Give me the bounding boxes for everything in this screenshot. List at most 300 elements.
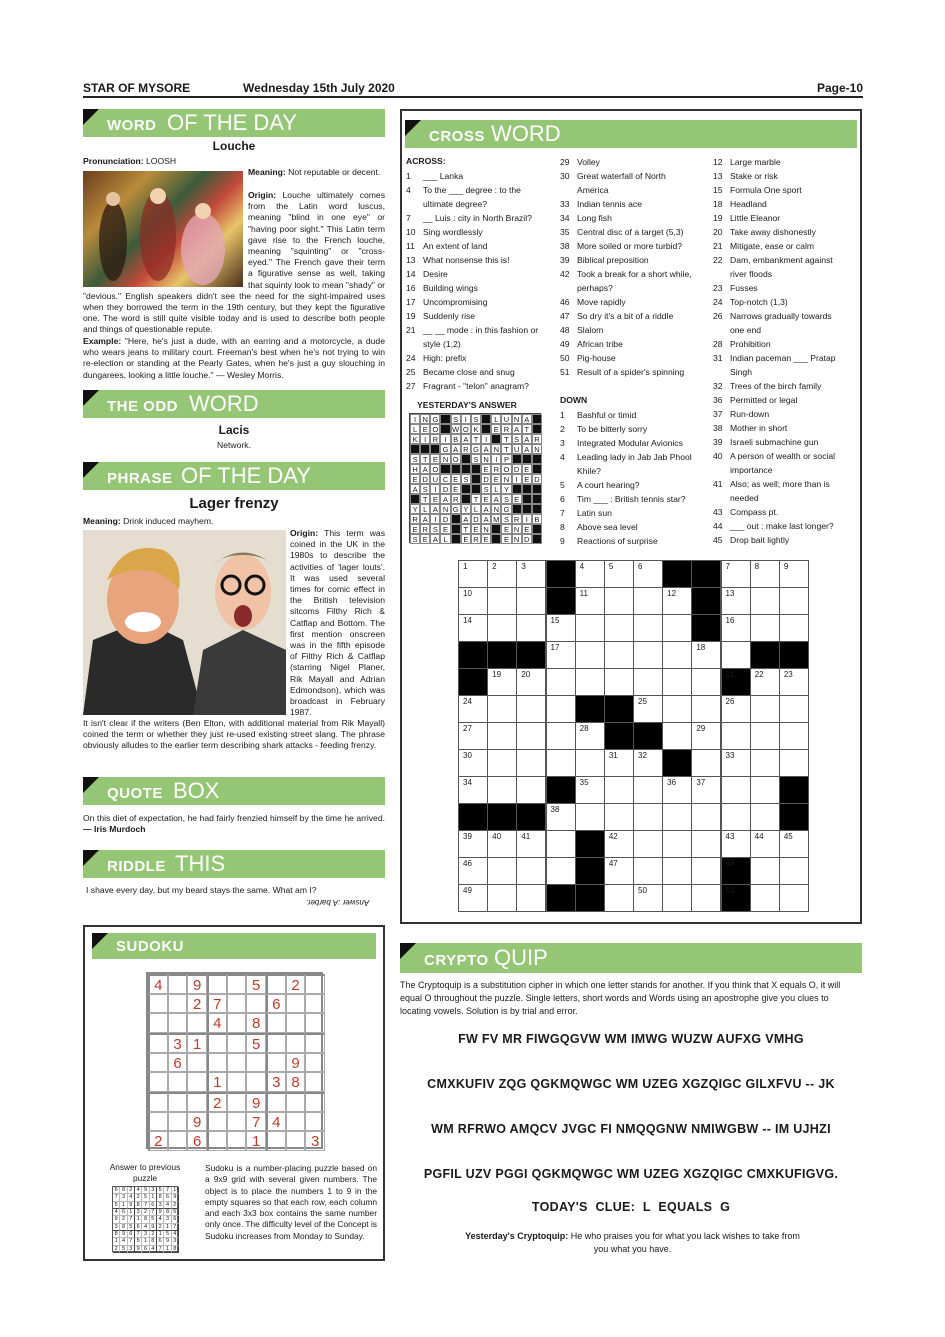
- sudoku-cell[interactable]: [168, 1033, 188, 1053]
- crossword-cell[interactable]: [691, 830, 721, 858]
- sudoku-prev-cell: 1: [120, 1202, 127, 1209]
- crossword-cell[interactable]: [633, 830, 663, 858]
- crossword-cell[interactable]: [662, 668, 692, 696]
- crossword-cell[interactable]: [546, 857, 576, 885]
- crossword-cell[interactable]: [487, 614, 517, 642]
- clue-text: Became close and snug: [423, 367, 515, 377]
- sudoku-cell[interactable]: [227, 994, 247, 1014]
- sudoku-cell[interactable]: [246, 1053, 266, 1073]
- crossword-cell[interactable]: [691, 668, 721, 696]
- crossword-cell[interactable]: [516, 560, 546, 588]
- sudoku-cell[interactable]: [246, 1092, 266, 1112]
- crossword-cell[interactable]: [516, 614, 546, 642]
- crossword-cell[interactable]: [604, 560, 634, 588]
- yesterday-cell: S: [471, 454, 481, 464]
- sudoku-cell[interactable]: [286, 1092, 306, 1112]
- sudoku-cell[interactable]: [246, 1072, 266, 1092]
- crossword-cell[interactable]: [575, 614, 605, 642]
- sudoku-cell[interactable]: [148, 1013, 168, 1033]
- sudoku-given-digit: 9: [192, 1113, 202, 1131]
- sudoku-prev-cell: 4: [142, 1224, 149, 1231]
- crossword-cell[interactable]: [458, 722, 488, 750]
- crossword-cell[interactable]: [691, 776, 721, 804]
- sudoku-given-digit: 9: [291, 1054, 300, 1072]
- crossword-cell[interactable]: [546, 695, 576, 723]
- sudoku-cell[interactable]: [286, 974, 306, 994]
- crossword-cell[interactable]: [691, 803, 721, 831]
- crossword-cell[interactable]: [779, 722, 809, 750]
- sudoku-cell[interactable]: [266, 994, 286, 1014]
- clue-number: 36: [713, 395, 723, 405]
- yesterday-cell: [451, 534, 461, 544]
- sudoku-cell[interactable]: [266, 1112, 286, 1132]
- issue-date: Wednesday 15th July 2020: [243, 81, 395, 95]
- clue-number: 40: [713, 451, 723, 461]
- sudoku-cell[interactable]: [168, 1053, 188, 1073]
- yesterday-cell: T: [420, 454, 430, 464]
- crossword-cell[interactable]: [779, 614, 809, 642]
- crossword-cell[interactable]: [487, 560, 517, 588]
- clue-number: 41: [713, 479, 723, 489]
- crossword-cell[interactable]: [721, 560, 751, 588]
- crossword-cell[interactable]: [721, 803, 751, 831]
- crossword-black-cell: [662, 749, 692, 777]
- sudoku-cell[interactable]: [148, 1072, 168, 1092]
- sudoku-cell[interactable]: [168, 994, 188, 1014]
- crossword-cell[interactable]: [458, 614, 488, 642]
- yesterday-cell: S: [410, 454, 420, 464]
- yesterday-cell: [532, 524, 542, 534]
- sudoku-cell[interactable]: [246, 1013, 266, 1033]
- crossword-cell[interactable]: [691, 695, 721, 723]
- sudoku-cell[interactable]: [227, 1131, 247, 1151]
- sudoku-cell[interactable]: [187, 994, 207, 1014]
- crossword-cell[interactable]: [633, 614, 663, 642]
- sudoku-prev-cell: 4: [157, 1216, 164, 1223]
- yesterday-cell: [461, 494, 471, 504]
- crossword-cell[interactable]: [458, 749, 488, 777]
- crossword-cell[interactable]: [662, 641, 692, 669]
- sudoku-cell[interactable]: [286, 994, 306, 1014]
- crossword-cell[interactable]: [779, 560, 809, 588]
- cell-number: 44: [754, 832, 764, 841]
- crossword-cell[interactable]: [546, 722, 576, 750]
- crossword-cell[interactable]: [458, 857, 488, 885]
- crossword-cell[interactable]: [546, 803, 576, 831]
- crossword-cell[interactable]: [487, 884, 517, 912]
- sudoku-cell[interactable]: [148, 1092, 168, 1112]
- crossword-cell[interactable]: [458, 776, 488, 804]
- crossword-cell[interactable]: [779, 830, 809, 858]
- sudoku-cell[interactable]: [305, 1131, 325, 1151]
- clue-text: Uncompromising: [423, 297, 488, 307]
- sudoku-cell[interactable]: [227, 1033, 247, 1053]
- sudoku-cell[interactable]: [168, 1013, 188, 1033]
- clue-text: High: prefix: [423, 353, 467, 363]
- sudoku-given-digit: 5: [251, 1036, 261, 1053]
- clue-text: Take away dishonestly: [730, 227, 816, 237]
- crossword-cell[interactable]: [721, 614, 751, 642]
- yesterday-cell: I: [420, 434, 430, 444]
- crossword-cell[interactable]: [750, 803, 780, 831]
- sudoku-cell[interactable]: [227, 1013, 247, 1033]
- clue-number: 7: [560, 508, 565, 518]
- yesterday-cell: [522, 494, 532, 504]
- yesterday-cell: [522, 484, 532, 494]
- down-clues-col3: [713, 155, 836, 547]
- crossword-cell[interactable]: [604, 803, 634, 831]
- crossword-cell[interactable]: [779, 749, 809, 777]
- corner-mark-icon: [92, 933, 108, 949]
- sudoku-cell[interactable]: [305, 1072, 325, 1092]
- crossword-cell[interactable]: [575, 641, 605, 669]
- cell-number: 32: [638, 751, 647, 760]
- sudoku-cell[interactable]: [168, 974, 188, 994]
- sudoku-cell[interactable]: [207, 1112, 227, 1132]
- crossword-cell[interactable]: [721, 776, 751, 804]
- sudoku-cell[interactable]: [246, 994, 266, 1014]
- sudoku-cell[interactable]: [148, 1033, 168, 1053]
- yesterday-cell: E: [410, 524, 420, 534]
- yesterday-cell: [532, 464, 542, 474]
- clue-number: 48: [560, 325, 570, 335]
- crossword-cell[interactable]: [546, 749, 576, 777]
- sudoku-cell[interactable]: [168, 1131, 188, 1151]
- sudoku-cell[interactable]: [148, 974, 168, 994]
- crossword-cell[interactable]: [575, 722, 605, 750]
- clue-line: [713, 281, 836, 295]
- cryptoquip-banner: [400, 943, 862, 973]
- cryptoquip-label-a: CRYPTO: [424, 952, 489, 969]
- sudoku-cell[interactable]: [246, 1033, 266, 1053]
- crossword-cell[interactable]: [662, 695, 692, 723]
- sudoku-cell[interactable]: [187, 974, 207, 994]
- sudoku-cell[interactable]: [286, 1072, 306, 1092]
- clue-number: 14: [406, 269, 416, 279]
- sudoku-cell[interactable]: [187, 1053, 207, 1073]
- sudoku-cell[interactable]: [207, 1033, 227, 1053]
- sudoku-cell[interactable]: [168, 1112, 188, 1132]
- crossword-cell[interactable]: [691, 722, 721, 750]
- sudoku-cell[interactable]: [187, 1033, 207, 1053]
- sudoku-cell[interactable]: [227, 1112, 247, 1132]
- crossword-black-cell: [633, 722, 663, 750]
- sudoku-given-digit: 2: [291, 977, 300, 994]
- crossword-cell[interactable]: [458, 830, 488, 858]
- crossword-cell[interactable]: [516, 749, 546, 777]
- sudoku-prev-cell: 9: [142, 1187, 149, 1194]
- pronunciation: Pronunciation: LOOSH: [83, 156, 177, 166]
- sudoku-cell[interactable]: [227, 1053, 247, 1073]
- clue-number: 16: [406, 283, 416, 293]
- sudoku-cell[interactable]: [148, 994, 168, 1014]
- sudoku-cell[interactable]: [227, 1092, 247, 1112]
- clue-line: [713, 463, 836, 477]
- crossword-cell[interactable]: [487, 722, 517, 750]
- sudoku-cell[interactable]: [266, 1013, 286, 1033]
- crossword-cell[interactable]: [458, 884, 488, 912]
- quote-label-b: BOX: [173, 778, 220, 803]
- cell-number: 48: [725, 859, 735, 868]
- yesterday-cell: R: [410, 514, 420, 524]
- crossword-cell[interactable]: [458, 560, 488, 588]
- crossword-black-cell: [604, 695, 634, 723]
- yesterday-cell: E: [481, 494, 491, 504]
- crossword-cell[interactable]: [604, 641, 634, 669]
- sudoku-grid[interactable]: [146, 972, 323, 1149]
- crossword-cell[interactable]: [691, 641, 721, 669]
- crossword-cell[interactable]: [691, 749, 721, 777]
- sudoku-cell[interactable]: [227, 1072, 247, 1092]
- sudoku-cell[interactable]: [187, 1131, 207, 1151]
- crossword-cell[interactable]: [487, 587, 517, 615]
- sudoku-cell[interactable]: [187, 1013, 207, 1033]
- crossword-cell[interactable]: [633, 857, 663, 885]
- crossword-cell[interactable]: [779, 884, 809, 912]
- sudoku-cell[interactable]: [266, 1092, 286, 1112]
- crossword-cell[interactable]: [662, 722, 692, 750]
- clue-text: A court hearing?: [577, 480, 640, 490]
- crossword-cell[interactable]: [721, 695, 751, 723]
- crossword-cell[interactable]: [750, 749, 780, 777]
- crossword-cell[interactable]: [546, 668, 576, 696]
- sudoku-cell[interactable]: [286, 1013, 306, 1033]
- crossword-cell[interactable]: [604, 749, 634, 777]
- sudoku-cell[interactable]: [207, 994, 227, 1014]
- crossword-cell[interactable]: [604, 587, 634, 615]
- crossword-grid[interactable]: [458, 560, 808, 911]
- crossword-cell[interactable]: [721, 722, 751, 750]
- sudoku-cell[interactable]: [266, 974, 286, 994]
- crossword-cell[interactable]: [516, 695, 546, 723]
- crossword-cell[interactable]: [750, 587, 780, 615]
- sudoku-cell[interactable]: [246, 1131, 266, 1151]
- clue-text: To be bitterly sorry: [577, 424, 648, 434]
- crossword-cell[interactable]: [516, 722, 546, 750]
- sudoku-cell[interactable]: [168, 1072, 188, 1092]
- sudoku-prev-cell: 5: [135, 1238, 142, 1245]
- yesterday-cell: A: [522, 444, 532, 454]
- crossword-cell[interactable]: [604, 668, 634, 696]
- crossword-cell[interactable]: [516, 830, 546, 858]
- sudoku-previous-answer-grid: [112, 1186, 178, 1252]
- yesterday-cell: A: [481, 504, 491, 514]
- sudoku-cell[interactable]: [305, 1053, 325, 1073]
- crossword-black-cell: [662, 560, 692, 588]
- crossword-cell[interactable]: [487, 695, 517, 723]
- sudoku-cell[interactable]: [266, 1033, 286, 1053]
- clue-line: [406, 225, 538, 239]
- sudoku-cell[interactable]: [168, 1092, 188, 1112]
- crossword-cell[interactable]: [779, 695, 809, 723]
- crossword-cell[interactable]: [487, 857, 517, 885]
- crossword-cell[interactable]: [487, 776, 517, 804]
- crossword-cell[interactable]: [750, 560, 780, 588]
- sudoku-cell[interactable]: [246, 974, 266, 994]
- crossword-cell[interactable]: [604, 857, 634, 885]
- yesterday-cell: M: [493, 515, 500, 524]
- crossword-cell[interactable]: [604, 830, 634, 858]
- crossword-cell[interactable]: [487, 749, 517, 777]
- crossword-cell[interactable]: [604, 614, 634, 642]
- sudoku-cell[interactable]: [207, 1092, 227, 1112]
- sudoku-prev-cell: 4: [128, 1194, 135, 1201]
- crossword-cell[interactable]: [633, 587, 663, 615]
- crossword-cell[interactable]: [721, 749, 751, 777]
- sudoku-cell[interactable]: [148, 1112, 168, 1132]
- crossword-cell[interactable]: [516, 857, 546, 885]
- crossword-cell[interactable]: [633, 695, 663, 723]
- crossword-cell[interactable]: [750, 668, 780, 696]
- cell-number: 50: [638, 886, 647, 895]
- sudoku-given-digit: 2: [213, 1095, 222, 1112]
- crossword-cell[interactable]: [575, 668, 605, 696]
- sudoku-cell[interactable]: [286, 1033, 306, 1053]
- crossword-cell[interactable]: [779, 857, 809, 885]
- crossword-cell[interactable]: [750, 614, 780, 642]
- crossword-cell[interactable]: [662, 884, 692, 912]
- clue-line: [713, 253, 836, 267]
- sudoku-cell[interactable]: [187, 1112, 207, 1132]
- sudoku-cell[interactable]: [187, 1072, 207, 1092]
- crossword-cell[interactable]: [516, 884, 546, 912]
- sudoku-cell[interactable]: [286, 1131, 306, 1151]
- crossword-cell[interactable]: [633, 749, 663, 777]
- clue-number: 42: [560, 269, 570, 279]
- sudoku-cell[interactable]: [305, 1092, 325, 1112]
- sudoku-cell[interactable]: [305, 1112, 325, 1132]
- sudoku-cell[interactable]: [148, 1131, 168, 1151]
- crossword-cell[interactable]: [750, 695, 780, 723]
- sudoku-cell[interactable]: [207, 1053, 227, 1073]
- crossword-cell[interactable]: [779, 668, 809, 696]
- sudoku-cell[interactable]: [305, 1013, 325, 1033]
- clue-line: [560, 351, 692, 365]
- sudoku-cell[interactable]: [246, 1112, 266, 1132]
- sudoku-cell[interactable]: [207, 1013, 227, 1033]
- crossword-cell[interactable]: [721, 641, 751, 669]
- sudoku-cell[interactable]: [286, 1112, 306, 1132]
- cell-number: 46: [463, 859, 472, 868]
- clue-number: 46: [560, 297, 570, 307]
- clue-number: 7: [406, 213, 411, 223]
- crossword-cell[interactable]: [750, 830, 780, 858]
- sudoku-cell[interactable]: [207, 1072, 227, 1092]
- crossword-cell[interactable]: [487, 830, 517, 858]
- crossword-cell[interactable]: [721, 587, 751, 615]
- clue-line: [713, 211, 836, 225]
- crossword-cell[interactable]: [546, 614, 576, 642]
- cell-number: 51: [725, 886, 735, 895]
- crossword-cell[interactable]: [662, 776, 692, 804]
- crossword-cell[interactable]: [575, 560, 605, 588]
- crossword-cell[interactable]: [575, 803, 605, 831]
- crossword-cell[interactable]: [662, 587, 692, 615]
- crossword-cell[interactable]: [516, 587, 546, 615]
- yesterday-cell: [440, 424, 450, 434]
- clue-line: [713, 155, 836, 169]
- crossword-cell[interactable]: [662, 614, 692, 642]
- clue-number: 24: [713, 297, 723, 307]
- cell-number: 39: [463, 832, 472, 841]
- crossword-cell[interactable]: [750, 776, 780, 804]
- clue-line: [406, 365, 538, 379]
- sudoku-cell[interactable]: [286, 1053, 306, 1073]
- yesterday-cell: A: [420, 464, 430, 474]
- crossword-cell[interactable]: [633, 668, 663, 696]
- crossword-cell[interactable]: [546, 641, 576, 669]
- yesterday-cell: G: [471, 444, 481, 454]
- sudoku-cell[interactable]: [207, 974, 227, 994]
- sudoku-cell[interactable]: [305, 994, 325, 1014]
- crossword-cell[interactable]: [546, 830, 576, 858]
- crossword-cell[interactable]: [662, 857, 692, 885]
- sudoku-cell[interactable]: [266, 1053, 286, 1073]
- crossword-cell[interactable]: [575, 776, 605, 804]
- sudoku-prev-cell: 1: [150, 1194, 157, 1201]
- crossword-cell[interactable]: [750, 857, 780, 885]
- clue-text: Israeli submachine gun: [730, 437, 819, 447]
- sudoku-cell[interactable]: [266, 1072, 286, 1092]
- yesterday-cell: A: [410, 484, 420, 494]
- crossword-cell[interactable]: [633, 776, 663, 804]
- sudoku-cell[interactable]: [305, 974, 325, 994]
- crossword-cell[interactable]: [458, 695, 488, 723]
- crossword-cell[interactable]: [633, 884, 663, 912]
- crossword-cell[interactable]: [487, 668, 517, 696]
- crossword-cell[interactable]: [458, 587, 488, 615]
- crossword-cell[interactable]: [633, 560, 663, 588]
- yesterday-cell: L: [410, 424, 420, 434]
- sudoku-cell[interactable]: [266, 1131, 286, 1151]
- crossword-cell[interactable]: [633, 803, 663, 831]
- sudoku-cell[interactable]: [148, 1053, 168, 1073]
- crossword-cell[interactable]: [604, 776, 634, 804]
- sudoku-prev-cell: 7: [128, 1238, 135, 1245]
- crossword-black-cell: [604, 722, 634, 750]
- crossword-cell[interactable]: [691, 857, 721, 885]
- sudoku-given-digit: 4: [213, 1015, 222, 1033]
- crossword-cell[interactable]: [750, 722, 780, 750]
- crossword-cell[interactable]: [662, 830, 692, 858]
- sudoku-cell[interactable]: [227, 974, 247, 994]
- clue-line: [713, 239, 836, 253]
- yesterday-cell: I: [461, 414, 471, 424]
- crossword-cell[interactable]: [750, 884, 780, 912]
- sudoku-cell[interactable]: [305, 1033, 325, 1053]
- crossword-cell[interactable]: [662, 803, 692, 831]
- clue-number: 2: [560, 424, 565, 434]
- crossword-cell[interactable]: [516, 668, 546, 696]
- yesterday-cell: Y: [461, 504, 471, 514]
- sudoku-prev-cell: 3: [142, 1231, 149, 1238]
- crossword-cell[interactable]: [575, 587, 605, 615]
- crossword-cell[interactable]: [691, 884, 721, 912]
- sudoku-cell[interactable]: [207, 1131, 227, 1151]
- crossword-cell[interactable]: [516, 776, 546, 804]
- crossword-cell[interactable]: [779, 587, 809, 615]
- yesterday-cell: R: [512, 514, 522, 524]
- crossword-cell[interactable]: [604, 884, 634, 912]
- crossword-cell[interactable]: [633, 641, 663, 669]
- sudoku-prev-cell: 8: [164, 1209, 171, 1216]
- down-clues-col2: [560, 408, 692, 548]
- sudoku-given-digit: 6: [173, 1054, 182, 1072]
- crossword-cell[interactable]: [721, 830, 751, 858]
- sudoku-prev-cell: 8: [150, 1238, 157, 1245]
- crossword-cell[interactable]: [575, 749, 605, 777]
- sudoku-cell[interactable]: [187, 1092, 207, 1112]
